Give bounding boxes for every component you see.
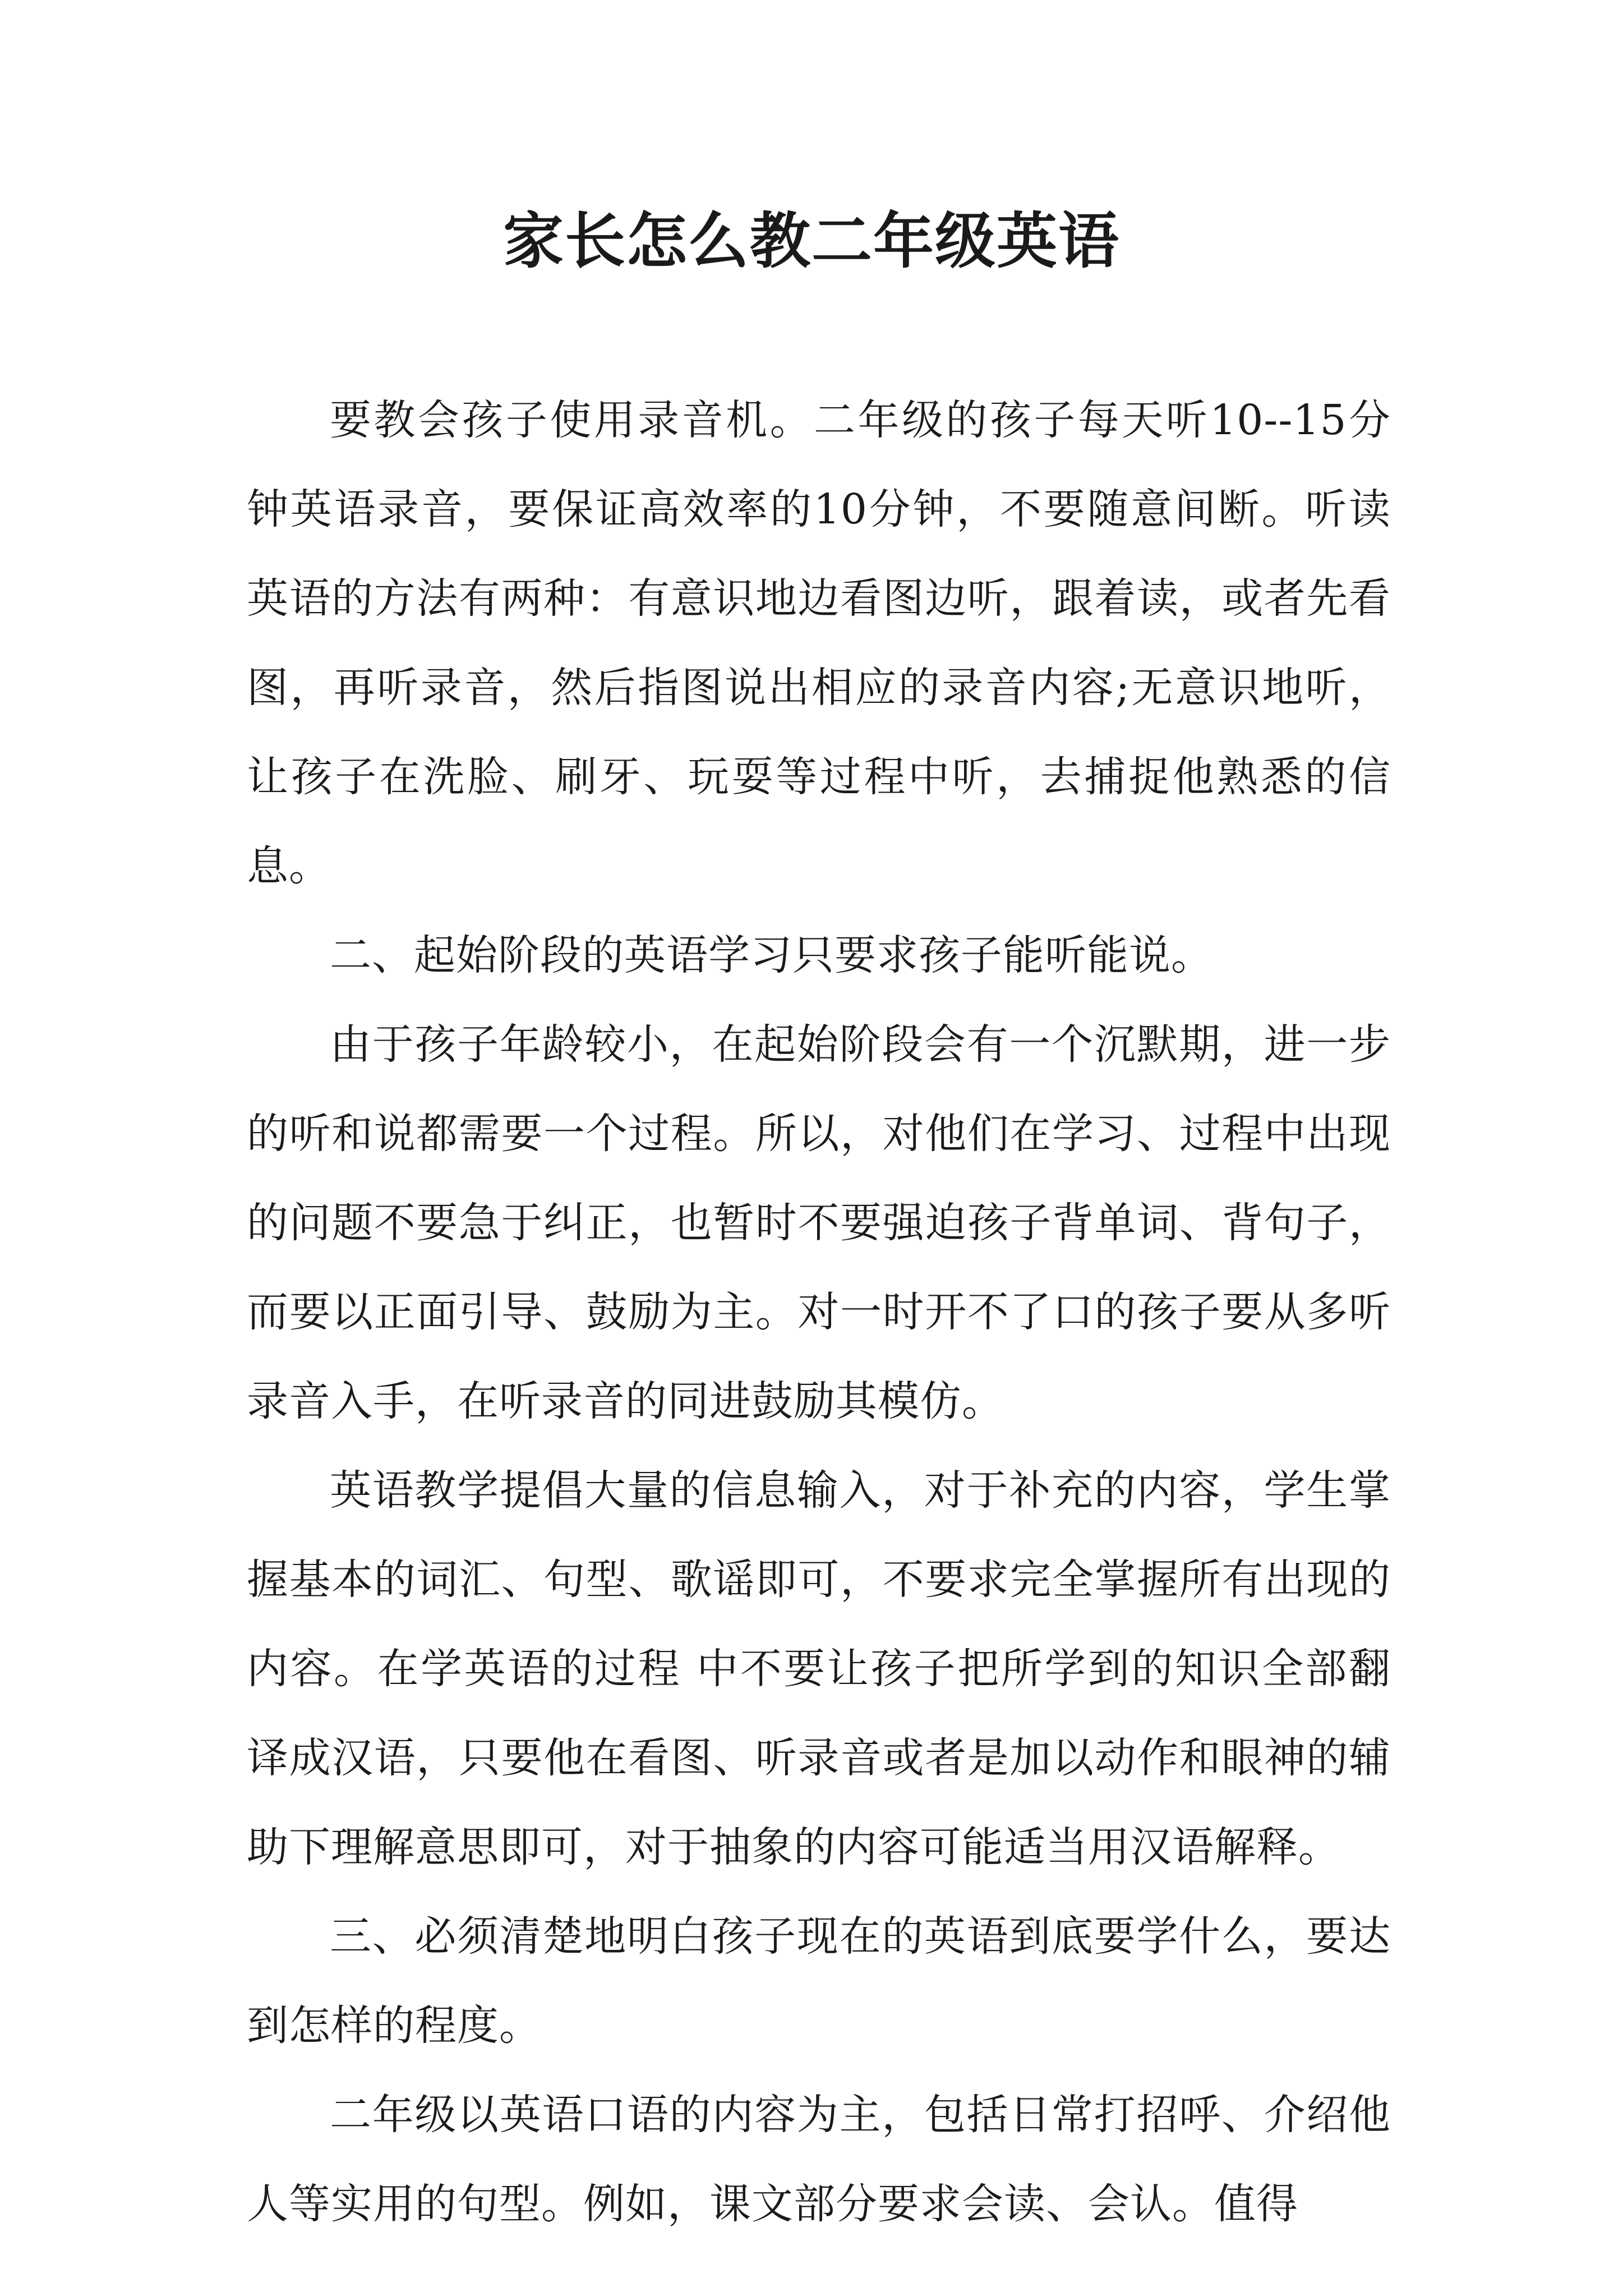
document-title: 家长怎么教二年级英语	[502, 206, 1120, 277]
paragraph: 三、必须清楚地明白孩子现在的英语到底要学什么，要达到怎样的程度。	[247, 1912, 1391, 2050]
paragraph: 要教会孩子使用录音机。二年级的孩子每天听10--15分钟英语录音，要保证高效率的10分钟，不要随意间断。听读英语的方法有两种：有意识地边看图边听，跟着读，或者先看图，再听录音，然后指图说出相应的录音内容;无意识地听，让孩子在洗脸、刷牙、玩耍等过程中听，去捕捉他熟悉的信息。	[247, 396, 1391, 890]
paragraph: 二年级以英语口语的内容为主，包括日常打招呼、介绍他人等实用的句型。例如，课文部分要求会读、会认。值得	[247, 2091, 1391, 2228]
paragraph: 英语教学提倡大量的信息输入，对于补充的内容，学生掌握基本的词汇、句型、歌谣即可，不要求完全掌握所有出现的内容。在学英语的过程 中不要让孩子把所学到的知识全部翻译成汉语，只要他在看图、听录音或者是加以动作和眼神的辅助下理解意思即可，对于抽象的内容可能适当用汉语解释。	[247, 1466, 1391, 1871]
paragraph: 由于孩子年龄较小，在起始阶段会有一个沉默期，进一步的听和说都需要一个过程。所以，对他们在学习、过程中出现的问题不要急于纠正，也暂时不要强迫孩子背单词、背句子，而要以正面引导、鼓励为主。对一时开不了口的孩子要从多听录音入手，在听录音的同进鼓励其模仿。	[247, 1020, 1391, 1425]
paragraph: 二、起始阶段的英语学习只要求孩子能听能说。	[330, 931, 1213, 979]
document-body	[247, 376, 1391, 2249]
